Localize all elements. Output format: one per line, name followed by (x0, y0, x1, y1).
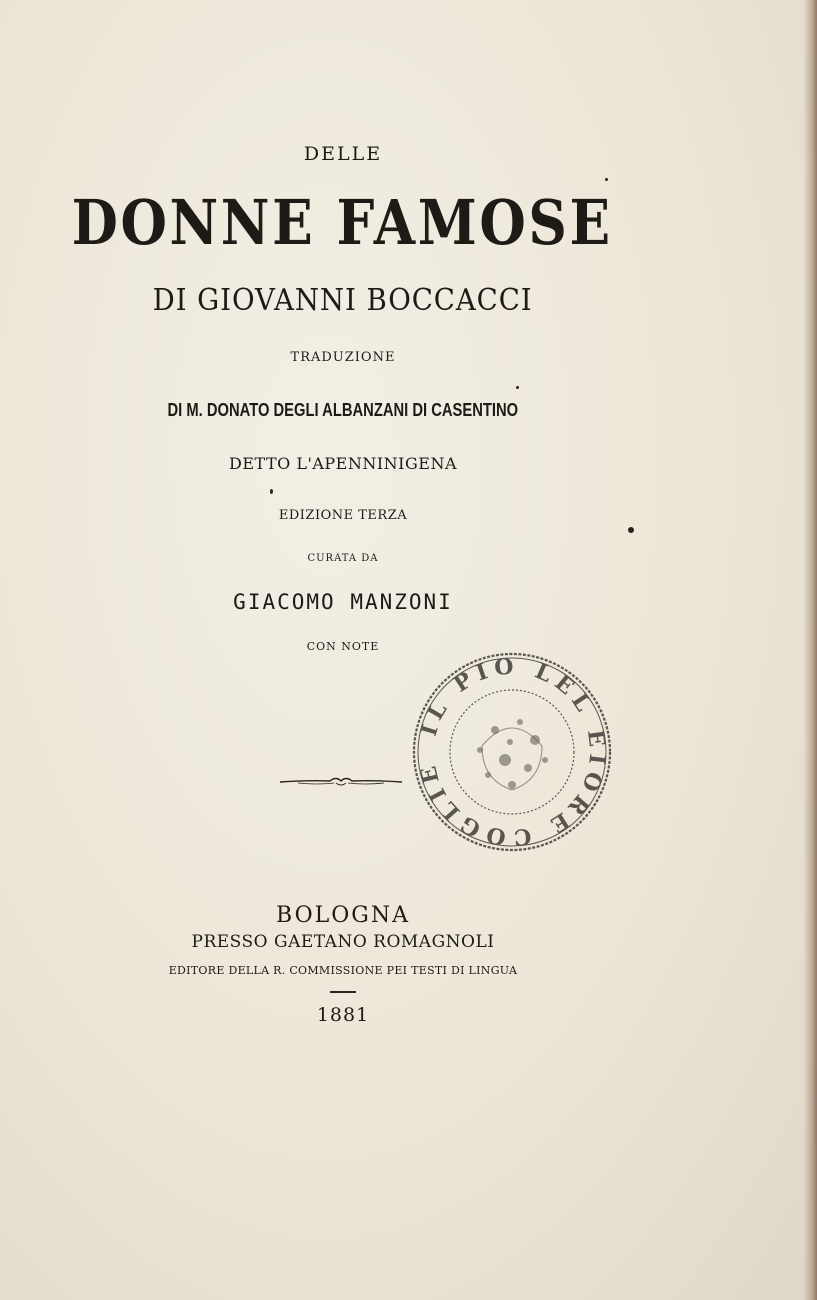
translation-label: TRADUZIONE (290, 350, 396, 365)
editor-name: GIACOMO MANZONI (233, 590, 453, 614)
author-line: DI GIOVANNI BOCCACCI (152, 283, 533, 318)
imprint-publisher-role: EDITORE DELLA R. COMMISSIONE PEI TESTI DI LINGUA (168, 964, 518, 977)
curated-by-label: CURATA DA (307, 553, 379, 564)
paper-speck (516, 386, 519, 389)
title-preposition: DELLE (303, 143, 383, 165)
translator-epithet: DETTO L'APENNINIGENA (228, 454, 458, 473)
paper-speck (605, 178, 608, 181)
ornament-divider (278, 770, 404, 792)
imprint-publisher: PRESSO GAETANO ROMAGNOLI (191, 932, 495, 952)
stamp-text: IL PIO LEL EIORE COGLIE (414, 653, 611, 851)
edition-line: EDIZIONE TERZA (278, 508, 408, 523)
paper-speck (270, 489, 273, 494)
imprint-city: BOLOGNA (276, 903, 410, 928)
translator-line: DI M. DONATO DEGLI ALBANZANI DI CASENTINO (167, 400, 519, 420)
library-stamp (410, 650, 614, 854)
imprint-year: 1881 (316, 1004, 370, 1026)
imprint-rule (330, 991, 356, 993)
svg-text:IL PIO LEL EIORE COGLIE (414, 653, 611, 850)
paper-speck (628, 527, 634, 533)
notes-line: CON NOTE (306, 640, 380, 653)
book-title: DONNE FAMOSE (71, 186, 613, 259)
